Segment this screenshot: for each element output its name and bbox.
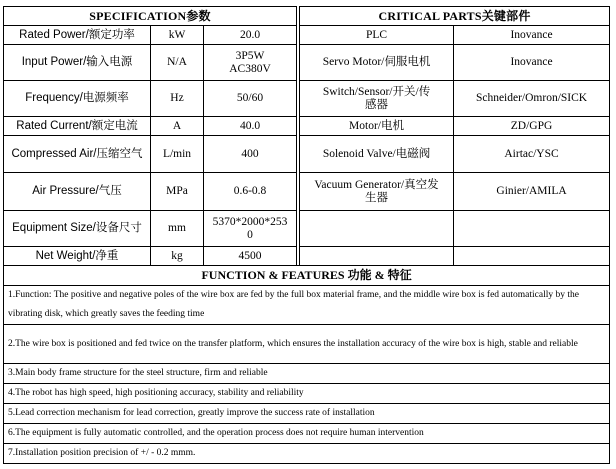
part-name: Vacuum Generator/真空发生器 xyxy=(300,173,454,211)
spec-label: Equipment Size/设备尺寸 xyxy=(4,211,151,247)
table-row xyxy=(4,45,610,81)
spec-value: 5370*2000*2530 xyxy=(204,211,297,247)
part-brand: Inovance xyxy=(454,45,610,81)
spec-unit: MPa xyxy=(151,173,204,211)
spec-unit: kg xyxy=(151,247,204,266)
table-row xyxy=(4,81,610,117)
spec-label: Frequency/电源频率 xyxy=(4,81,151,117)
spec-value: 0.6-0.8 xyxy=(204,173,297,211)
spec-value: 400 xyxy=(204,136,297,173)
feature-text: 5.Lead correction mechanism for lead correction, greatly improve the success rate of installation xyxy=(4,404,610,424)
part-name: PLC xyxy=(300,26,454,45)
feature-item xyxy=(4,424,610,444)
feature-item xyxy=(4,404,610,424)
feature-text: 6.The equipment is fully automatic controlled, and the operation process does not require human intervention xyxy=(4,424,610,444)
spec-label: Input Power/输入电源 xyxy=(4,45,151,81)
table-row xyxy=(4,173,610,211)
features-header: FUNCTION & FEATURES 功能 & 特征 xyxy=(4,266,610,286)
part-brand: Ginier/AMILA xyxy=(454,173,610,211)
spec-table xyxy=(3,6,610,464)
part-name: Motor/电机 xyxy=(300,117,454,136)
critical-parts-header: CRITICAL PARTS关键部件 xyxy=(300,7,610,26)
feature-item xyxy=(4,444,610,464)
table-row xyxy=(4,26,610,45)
spec-value: 3P5W AC380V xyxy=(204,45,297,81)
features-header-row xyxy=(4,266,610,286)
feature-text: 1.Function: The positive and negative poles of the wire box are fed by the full box material frame, and the middle wire box is fed automatically by the vibrating disk, which greatly saves the feeding time xyxy=(4,286,610,325)
part-name: Switch/Sensor/开关/传感器 xyxy=(300,81,454,117)
table-row xyxy=(4,136,610,173)
feature-item xyxy=(4,286,610,325)
header-row xyxy=(4,7,610,26)
feature-text: 4.The robot has high speed, high positioning accuracy, stability and reliability xyxy=(4,384,610,404)
spec-unit: L/min xyxy=(151,136,204,173)
spec-unit: Hz xyxy=(151,81,204,117)
part-brand: Inovance xyxy=(454,26,610,45)
part-name: Solenoid Valve/电磁阀 xyxy=(300,136,454,173)
spec-unit: A xyxy=(151,117,204,136)
spec-value: 20.0 xyxy=(204,26,297,45)
spec-value: 50/60 xyxy=(204,81,297,117)
spec-label: Rated Current/额定电流 xyxy=(4,117,151,136)
part-brand: Schneider/Omron/SICK xyxy=(454,81,610,117)
feature-text: 7.Installation position precision of +/ - 0.2 mmm. xyxy=(4,444,610,464)
spec-label: Net Weight/净重 xyxy=(4,247,151,266)
feature-text: 3.Main body frame structure for the steel structure, firm and reliable xyxy=(4,364,610,384)
spec-value: 4500 xyxy=(204,247,297,266)
table-row xyxy=(4,211,610,247)
feature-item xyxy=(4,325,610,364)
part-brand: ZD/GPG xyxy=(454,117,610,136)
feature-text: 2.The wire box is positioned and fed twice on the transfer platform, which ensures the installation accuracy of the wire box is high, stable and reliable xyxy=(4,325,610,364)
specification-header: SPECIFICATION参数 xyxy=(4,7,297,26)
spec-unit: kW xyxy=(151,26,204,45)
table-row xyxy=(4,117,610,136)
spec-label: Air Pressure/气压 xyxy=(4,173,151,211)
spec-unit: N/A xyxy=(151,45,204,81)
feature-item xyxy=(4,364,610,384)
spec-label: Compressed Air/压缩空气 xyxy=(4,136,151,173)
part-brand: Airtac/YSC xyxy=(454,136,610,173)
table-row xyxy=(4,247,610,266)
spec-label: Rated Power/额定功率 xyxy=(4,26,151,45)
feature-item xyxy=(4,384,610,404)
spec-sheet xyxy=(3,6,609,464)
spec-value: 40.0 xyxy=(204,117,297,136)
spec-unit: mm xyxy=(151,211,204,247)
part-name: Servo Motor/伺服电机 xyxy=(300,45,454,81)
